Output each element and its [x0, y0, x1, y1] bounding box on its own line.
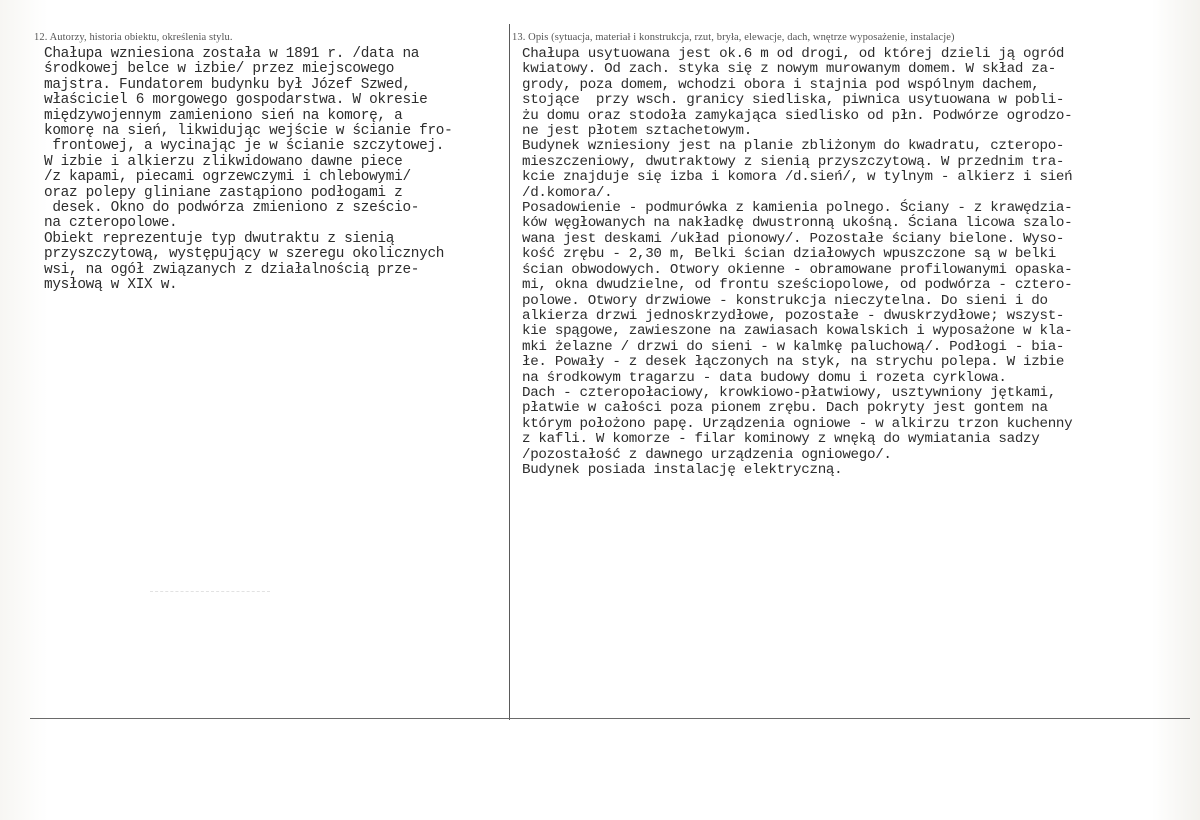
text-line: międzywojennym zamieniono sień na komorę, a [44, 107, 403, 124]
text-line: mki żelazne / drzwi do sieni - w kalmkę paluchową/. Podłogi - bia- [522, 338, 1065, 355]
text-line: /d.komora/. [522, 184, 613, 201]
text-line: na czteropolowe. [44, 215, 178, 232]
text-line: Posadowienie - podmurówka z kamienia polnego. Ściany - z krawędzia- [522, 200, 1073, 217]
text-line: żu domu oraz stodoła zamykająca siedlisko od płn. Podwórze ogrodzo- [522, 107, 1073, 124]
text-line: Budynek posiada instalację elektryczną. [522, 461, 843, 478]
section-13-heading: 13. Opis (sytuacja, materiał i konstrukcja, rzut, bryła, elewacje, dach, wnętrze wyposażenie, instalacje) [512, 32, 955, 43]
text-line: Budynek wzniesiony jest na planie zbliżonym do kwadratu, czteropo- [522, 138, 1065, 155]
text-line: majstra. Fundatorem budynku był Józef Szwed, [44, 76, 411, 93]
text-line: kość zrębu - 2,30 m, Belki ścian działowych wpuszczone są w belki [522, 246, 1056, 263]
text-line: kcie znajduje się izba i komora /d.sień/, w tylnym - alkierz i sień [522, 169, 1073, 186]
text-line: wsi, na ogół związanych z działalnością prze- [44, 261, 420, 278]
text-line: alkierza drzwi jednoskrzydłowe, pozostałe - dwuskrzydłowe; wszyst- [522, 307, 1065, 324]
text-line: komorę na sień, likwidując wejście w ścianie fro- [44, 123, 453, 140]
text-line: ścian obwodowych. Otwory okienne - obramowane profilowanymi opaska- [522, 261, 1073, 278]
text-line: ne jest płotem sztachetowym. [522, 123, 752, 140]
text-line: wana jest deskami /układ pionowy/. Pozostałe ściany bielone. Wyso- [522, 230, 1065, 247]
text-line: płatwie w całości poza pionem zrębu. Dach pokryty jest gontem na [522, 400, 1048, 417]
text-line: mysłową w XIX w. [44, 277, 178, 294]
section-12-authors-history [34, 32, 504, 294]
text-line: desek. Okno do podwórza zmieniono z sześcio- [44, 200, 420, 217]
section-12-text [34, 47, 504, 294]
text-line: /pozostałość z dawnego urządzenia ogniowego/. [522, 446, 892, 463]
text-line: Chałupa wzniesiona została w 1891 r. /data na [44, 46, 420, 62]
section-13-text [512, 47, 1200, 478]
text-line: grody, poza domem, wchodzi obora i stajnia pod wspólnym dachem, [522, 76, 1040, 93]
text-line: z kafli. W komorze - filar kominowy z wnęką do wymiatania sadzy [522, 431, 1040, 448]
text-line: przyszczytową, występujący w szeregu okolicznych [44, 246, 445, 263]
text-line: oraz polepy gliniane zastąpiono podłogami z [44, 184, 403, 201]
section-12-heading: 12. Autorzy, historia obiektu, określenia stylu. [34, 32, 233, 43]
text-line: frontowej, a wycinając je w ścianie szczytowej. [44, 138, 445, 155]
text-line: środkowej belce w izbie/ przez miejscowego [44, 61, 395, 78]
text-line: W izbie i alkierzu zlikwidowano dawne piece [44, 153, 403, 170]
faint-mark [150, 585, 270, 592]
text-line: stojące przy wsch. granicy siedliska, piwnica usytuowana w pobli- [522, 92, 1065, 109]
text-line: na środkowym tragarzu - data budowy domu i rozeta cyrklowa. [522, 369, 1007, 386]
text-line: kie spągowe, zawieszone na zawiasach kowalskich i wyposażone w kla- [522, 323, 1073, 340]
text-line: Chałupa usytuowana jest ok.6 m od drogi, od której dzieli ją ogród [522, 46, 1065, 62]
text-line: którym położono papę. Urządzenia ogniowe - w alkirzu trzon kuchenny [522, 415, 1073, 432]
text-line: właściciel 6 morgowego gospodarstwa. W okresie [44, 92, 428, 109]
column-divider [509, 24, 510, 720]
text-line: kwiatowy. Od zach. styka się z nowym murowanym domem. W skład za- [522, 61, 1056, 78]
text-line: mi, okna dwudzielne, od frontu sześciopolowe, od podwórza - cztero- [522, 277, 1073, 294]
bottom-rule [30, 718, 1190, 719]
text-line: /z kapami, piecami ogrzewczymi i chlebowymi/ [44, 169, 411, 186]
text-line: polowe. Otwory drzwiowe - konstrukcja nieczytelna. Do sieni i do [522, 292, 1048, 309]
section-13-description [512, 32, 1200, 478]
text-line: Obiekt reprezentuje typ dwutraktu z sienią [44, 230, 395, 247]
text-line: mieszczeniowy, dwutraktowy z sienią przyszczytową. W przednim tra- [522, 153, 1065, 170]
text-line: ków węgłowanych na nakładkę dwustronną ukośną. Ściana licowa szalo- [522, 215, 1073, 232]
text-line: łe. Powały - z desek łączonych na styk, na strychu polepa. W izbie [522, 354, 1065, 371]
text-line: Dach - czteropołaciowy, krowkiowo-płatwiowy, usztywniony jętkami, [522, 384, 1056, 401]
